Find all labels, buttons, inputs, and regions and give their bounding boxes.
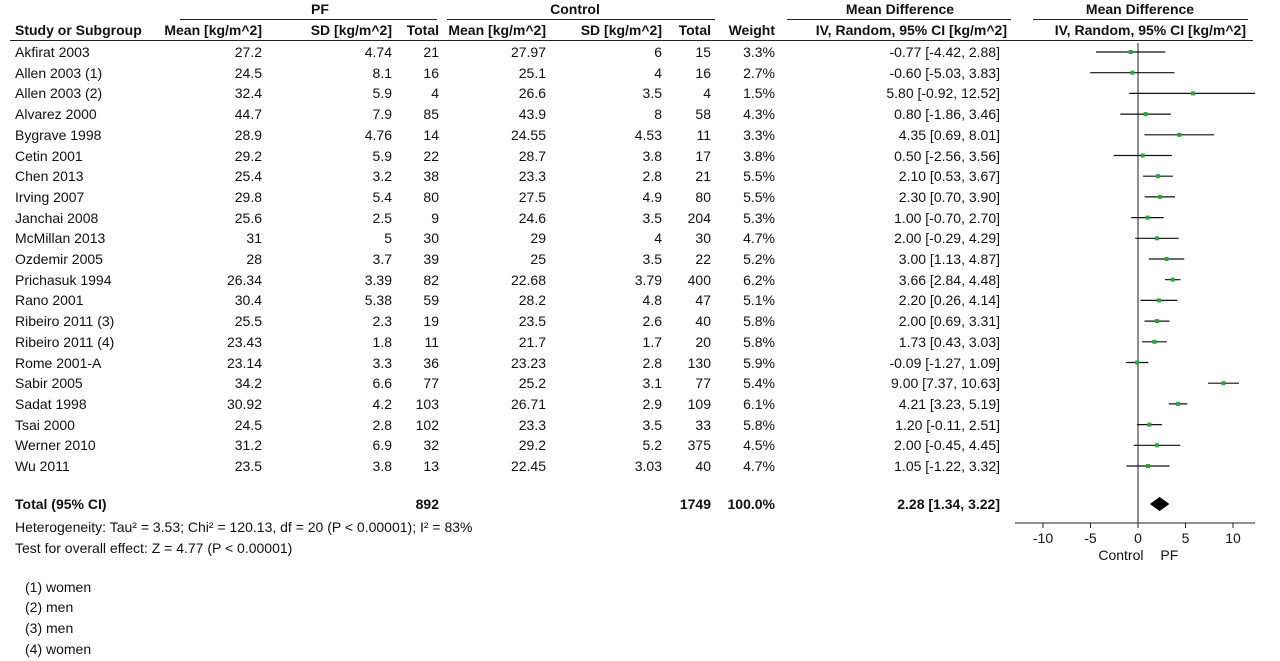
control-sd: 2.8 [642, 354, 662, 371]
control-mean: 23.3 [518, 416, 546, 433]
weight: 2.7% [743, 64, 775, 81]
pf-mean: 31.2 [234, 437, 262, 454]
control-total: 40 [695, 313, 711, 330]
pf-mean: 24.5 [234, 416, 262, 433]
pf-total: 30 [423, 230, 439, 247]
weight: 4.7% [743, 458, 775, 474]
pf-mean: 30.92 [226, 395, 262, 412]
pf-mean: 23.43 [226, 333, 262, 350]
weight: 5.5% [743, 168, 775, 185]
control-sd: 4 [654, 64, 662, 81]
favours-control-label: Control [1098, 547, 1144, 563]
control-mean: 23.3 [518, 168, 546, 185]
x-tick-label: 5 [1181, 530, 1190, 546]
study-name: Ribeiro 2011 (3) [15, 313, 115, 330]
study-name: Akfirat 2003 [15, 44, 90, 60]
mean-difference-ci: 3.66 [2.84, 4.48] [898, 271, 1000, 288]
control-sd: 3.5 [642, 85, 662, 102]
mean-difference-ci: -0.60 [-5.03, 3.83] [889, 64, 1000, 81]
pf-mean: 32.4 [234, 85, 262, 102]
footnote-1: (1) women [25, 579, 92, 595]
control-sd: 3.8 [642, 147, 662, 164]
pf-sd: 3.2 [372, 168, 392, 185]
mean-difference-ci: 2.00 [-0.45, 4.45] [894, 437, 1000, 454]
mean-difference-ci: 1.05 [-1.22, 3.32] [894, 458, 1000, 474]
weight: 1.5% [743, 85, 775, 102]
pf-mean: 44.7 [234, 106, 262, 123]
control-sd: 4 [654, 230, 662, 247]
control-mean: 27.5 [518, 188, 546, 205]
col-control-mean: Mean [kg/m^2] [448, 22, 546, 38]
point-estimate [1155, 319, 1159, 323]
study-name: Sabir 2005 [15, 375, 83, 392]
x-tick-label: 0 [1134, 530, 1142, 546]
pf-sd: 3.3 [372, 354, 392, 371]
weight: 5.1% [743, 292, 775, 309]
point-estimate [1146, 216, 1150, 220]
point-estimate [1165, 257, 1169, 261]
pf-mean: 27.2 [234, 44, 262, 60]
control-sd: 4.53 [634, 126, 662, 143]
control-sd: 8 [654, 106, 662, 123]
pf-total: 19 [423, 313, 439, 330]
weight: 5.9% [743, 354, 775, 371]
control-sd: 5.2 [642, 437, 662, 454]
control-sd: 3.5 [642, 416, 662, 433]
mean-difference-ci: 4.21 [3.23, 5.19] [898, 395, 1000, 412]
control-mean: 26.71 [510, 395, 546, 412]
weight: 3.3% [743, 126, 775, 143]
pf-sd: 1.8 [372, 333, 392, 350]
control-total: 4 [703, 85, 711, 102]
control-sd: 3.03 [634, 458, 662, 474]
summary-diamond [1150, 497, 1170, 511]
weight: 6.2% [743, 271, 775, 288]
control-total: 400 [687, 271, 711, 288]
footnote-3: (3) men [25, 620, 74, 636]
control-sd: 1.7 [642, 333, 662, 350]
control-total: 11 [696, 126, 711, 143]
point-estimate [1156, 174, 1160, 178]
control-mean: 27.97 [510, 44, 546, 60]
heterogeneity-text: Heterogeneity: Tau² = 3.53; Chi² = 120.13, df = 20 (P < 0.00001); I² = 83% [15, 519, 473, 535]
control-total: 16 [695, 64, 711, 81]
mean-difference-ci: 4.35 [0.69, 8.01] [898, 126, 1000, 143]
control-total: 80 [695, 188, 711, 205]
pf-total: 11 [424, 333, 439, 350]
control-sd: 3.79 [634, 271, 662, 288]
pf-mean: 25.6 [234, 209, 262, 226]
point-estimate [1171, 278, 1175, 282]
control-mean: 25.2 [518, 375, 546, 392]
control-mean: 43.9 [518, 106, 546, 123]
study-name: Sadat 1998 [15, 395, 87, 412]
pf-mean: 25.4 [234, 168, 262, 185]
weight: 5.3% [743, 209, 775, 226]
mean-difference-ci: 3.00 [1.13, 4.87] [898, 251, 1000, 267]
col-control-total: Total [678, 22, 711, 38]
control-total: 22 [695, 251, 711, 267]
control-mean: 29 [530, 230, 546, 247]
pf-total: 16 [423, 64, 439, 81]
pf-total: 32 [423, 437, 439, 454]
control-mean: 29.2 [518, 437, 546, 454]
point-estimate [1176, 402, 1180, 406]
study-name: Janchai 2008 [15, 209, 99, 226]
control-total: 204 [687, 209, 711, 226]
control-mean: 24.55 [510, 126, 546, 143]
study-name: Prichasuk 1994 [15, 271, 112, 288]
pf-sd: 8.1 [372, 64, 392, 81]
control-sd: 6 [654, 44, 662, 60]
control-total: 30 [695, 230, 711, 247]
overall-effect-text: Test for overall effect: Z = 4.77 (P < 0.00001) [15, 540, 293, 556]
footnote-4: (4) women [25, 641, 92, 657]
control-total: 375 [687, 437, 711, 454]
control-mean: 21.7 [518, 333, 546, 350]
pf-sd: 4.76 [364, 126, 392, 143]
col-weight: Weight [728, 22, 775, 38]
mean-difference-ci: 2.10 [0.53, 3.67] [898, 168, 1000, 185]
mean-difference-ci: 9.00 [7.37, 10.63] [891, 375, 1000, 392]
point-estimate [1155, 236, 1159, 240]
mean-difference-plot-header: Mean Difference [1085, 1, 1195, 17]
favours-pf-label: PF [1160, 547, 1179, 563]
weight: 4.3% [743, 106, 775, 123]
pf-mean: 28.9 [234, 126, 262, 143]
pf-sd: 2.8 [372, 416, 392, 433]
study-name: Wu 2011 [15, 458, 70, 474]
control-mean: 25 [530, 251, 546, 267]
weight: 6.1% [743, 395, 775, 412]
x-tick-label: -5 [1084, 530, 1097, 546]
study-name: Chen 2013 [15, 168, 84, 185]
study-name: Tsai 2000 [15, 416, 75, 433]
col-plot-ci: IV, Random, 95% CI [kg/m^2] [1054, 22, 1246, 38]
pf-mean: 28 [246, 251, 262, 267]
x-tick-label: -10 [1032, 530, 1054, 546]
control-mean: 28.2 [518, 292, 546, 309]
mean-difference-header: Mean Difference [845, 1, 955, 17]
group-header-pf: PF [311, 1, 329, 17]
point-estimate [1147, 423, 1151, 427]
pf-sd: 2.5 [372, 209, 392, 226]
study-name: McMillan 2013 [15, 230, 106, 247]
col-pf-mean: Mean [kg/m^2] [164, 22, 262, 38]
total-weight: 100.0% [727, 496, 775, 512]
pf-mean: 26.34 [226, 271, 262, 288]
pf-sd: 4.2 [372, 395, 392, 412]
control-total: 40 [695, 458, 711, 474]
study-name: Ribeiro 2011 (4) [15, 333, 115, 350]
point-estimate [1155, 443, 1159, 447]
mean-difference-ci: 2.20 [0.26, 4.14] [898, 292, 1000, 309]
mean-difference-ci: 1.00 [-0.70, 2.70] [894, 209, 1000, 226]
pf-total: 14 [423, 126, 439, 143]
pf-total: 38 [423, 168, 439, 185]
pf-mean: 34.2 [234, 375, 262, 392]
control-total: 47 [695, 292, 711, 309]
pf-mean: 23.14 [226, 354, 262, 371]
control-mean: 22.68 [510, 271, 546, 288]
mean-difference-ci: -0.77 [-4.42, 2.88] [889, 44, 1000, 60]
control-total: 21 [695, 168, 711, 185]
pf-total: 13 [423, 458, 439, 474]
pf-total: 102 [415, 416, 439, 433]
pf-total: 22 [423, 147, 439, 164]
pf-total: 9 [431, 209, 439, 226]
weight: 3.8% [743, 147, 775, 164]
pf-total: 36 [423, 354, 439, 371]
control-mean: 23.5 [518, 313, 546, 330]
mean-difference-ci: 0.80 [-1.86, 3.46] [894, 106, 1000, 123]
pf-sd: 6.6 [372, 375, 392, 392]
col-mean-difference: IV, Random, 95% CI [kg/m^2] [815, 22, 1007, 38]
pf-sd: 2.3 [372, 313, 392, 330]
pf-sd: 5.38 [364, 292, 392, 309]
mean-difference-ci: 1.20 [-0.11, 2.51] [895, 416, 1000, 433]
weight: 5.8% [743, 416, 775, 433]
total-mean-difference: 2.28 [1.34, 3.22] [897, 496, 1000, 512]
study-name: Allen 2003 (2) [15, 85, 103, 102]
mean-difference-ci: 5.80 [-0.92, 12.52] [886, 85, 1000, 102]
point-estimate [1158, 195, 1162, 199]
col-control-sd: SD [kg/m^2] [580, 22, 662, 38]
control-sd: 2.9 [642, 395, 662, 412]
x-tick-label: 10 [1225, 530, 1241, 546]
pf-total: 21 [423, 44, 439, 60]
weight: 5.5% [743, 188, 775, 205]
pf-total: 39 [423, 251, 439, 267]
pf-mean: 24.5 [234, 64, 262, 81]
mean-difference-ci: 2.30 [0.70, 3.90] [898, 188, 1000, 205]
point-estimate [1130, 71, 1134, 75]
study-name: Bygrave 1998 [15, 126, 102, 143]
control-sd: 4.9 [642, 188, 662, 205]
mean-difference-ci: 2.00 [0.69, 3.31] [898, 313, 1000, 330]
study-name: Ozdemir 2005 [15, 251, 103, 267]
point-estimate [1129, 50, 1133, 54]
weight: 3.3% [743, 44, 775, 60]
control-sd: 3.1 [642, 375, 662, 392]
control-total: 15 [695, 44, 711, 60]
control-sd: 3.5 [642, 251, 662, 267]
control-mean: 22.45 [510, 458, 546, 474]
control-mean: 25.1 [518, 64, 546, 81]
control-mean: 23.23 [510, 354, 546, 371]
pf-sd: 4.74 [364, 44, 392, 60]
point-estimate [1191, 91, 1195, 95]
weight: 4.5% [743, 437, 775, 454]
pf-mean: 29.2 [234, 147, 262, 164]
weight: 5.4% [743, 375, 775, 392]
total-pf: 892 [415, 496, 439, 512]
pf-sd: 5 [384, 230, 392, 247]
weight: 5.8% [743, 313, 775, 330]
mean-difference-ci: 0.50 [-2.56, 3.56] [894, 147, 1000, 164]
pf-sd: 7.9 [372, 106, 392, 123]
study-name: Rome 2001-A [15, 354, 102, 371]
study-name: Rano 2001 [15, 292, 84, 309]
col-pf-total: Total [406, 22, 439, 38]
study-name: Werner 2010 [15, 437, 96, 454]
col-pf-sd: SD [kg/m^2] [310, 22, 392, 38]
control-mean: 24.6 [518, 209, 546, 226]
control-total: 130 [687, 354, 711, 371]
control-total: 58 [695, 106, 711, 123]
control-mean: 28.7 [518, 147, 546, 164]
point-estimate [1146, 464, 1150, 468]
pf-sd: 5.9 [372, 147, 392, 164]
mean-difference-ci: 1.73 [0.43, 3.03] [898, 333, 1000, 350]
weight: 5.2% [743, 251, 775, 267]
pf-total: 59 [423, 292, 439, 309]
point-estimate [1157, 298, 1161, 302]
point-estimate [1141, 154, 1145, 158]
pf-total: 85 [423, 106, 439, 123]
pf-sd: 3.7 [372, 251, 392, 267]
study-name: Cetin 2001 [15, 147, 83, 164]
pf-total: 4 [431, 85, 439, 102]
pf-mean: 31 [246, 230, 262, 247]
group-header-control: Control [550, 1, 600, 17]
pf-mean: 23.5 [234, 458, 262, 474]
pf-total: 77 [423, 375, 439, 392]
point-estimate [1152, 340, 1156, 344]
total-control: 1749 [679, 496, 711, 512]
control-sd: 3.5 [642, 209, 662, 226]
weight: 5.8% [743, 333, 775, 350]
control-total: 17 [695, 147, 711, 164]
footnote-2: (2) men [25, 599, 74, 615]
control-total: 33 [695, 416, 711, 433]
pf-total: 82 [423, 271, 439, 288]
pf-mean: 29.8 [234, 188, 262, 205]
mean-difference-ci: 2.00 [-0.29, 4.29] [894, 230, 1000, 247]
control-sd: 4.8 [642, 292, 662, 309]
control-total: 77 [695, 375, 711, 392]
mean-difference-ci: -0.09 [-1.27, 1.09] [889, 354, 1000, 371]
total-label: Total (95% CI) [15, 496, 107, 512]
pf-sd: 3.8 [372, 458, 392, 474]
control-sd: 2.8 [642, 168, 662, 185]
pf-total: 80 [423, 188, 439, 205]
control-total: 20 [695, 333, 711, 350]
col-study: Study or Subgroup [15, 22, 142, 38]
pf-sd: 5.4 [372, 188, 392, 205]
point-estimate [1222, 381, 1226, 385]
control-total: 109 [687, 395, 711, 412]
study-name: Irving 2007 [15, 188, 85, 205]
study-name: Allen 2003 (1) [15, 64, 103, 81]
pf-sd: 5.9 [372, 85, 392, 102]
control-sd: 2.6 [642, 313, 662, 330]
pf-sd: 3.39 [364, 271, 392, 288]
study-name: Alvarez 2000 [15, 106, 97, 123]
pf-mean: 30.4 [234, 292, 262, 309]
point-estimate [1177, 133, 1181, 137]
weight: 4.7% [743, 230, 775, 247]
control-mean: 26.6 [518, 85, 546, 102]
point-estimate [1144, 112, 1148, 116]
pf-mean: 25.5 [234, 313, 262, 330]
point-estimate [1135, 361, 1139, 365]
pf-total: 103 [415, 395, 439, 412]
pf-sd: 6.9 [372, 437, 392, 454]
